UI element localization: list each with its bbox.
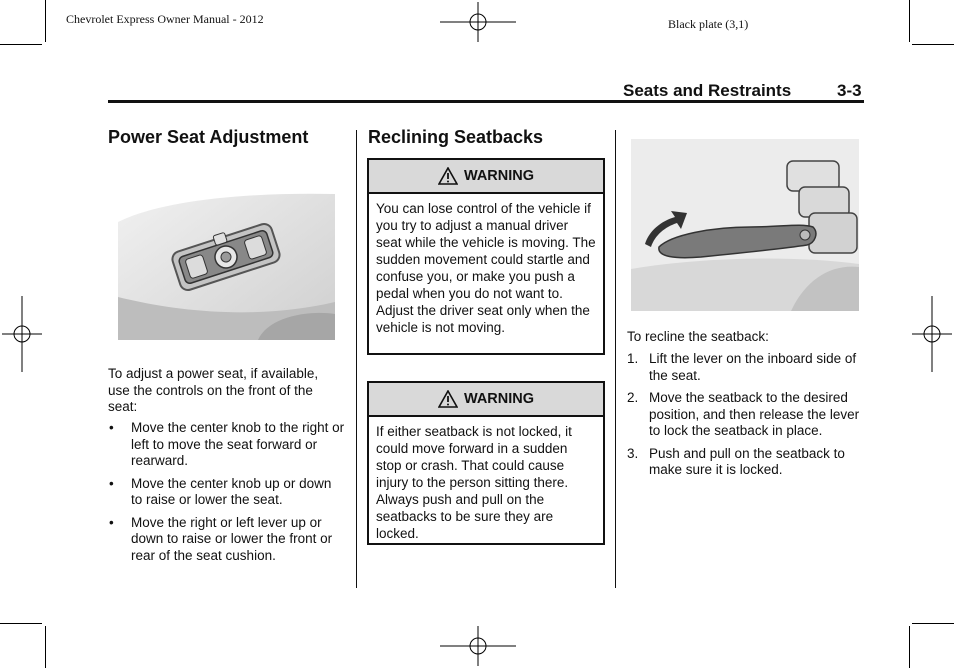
crop-mark <box>912 44 954 45</box>
header-rule <box>108 100 864 103</box>
warning-box <box>367 158 605 355</box>
power-seat-intro: To adjust a power seat, if available, use the controls on the front of the seat: <box>108 366 319 414</box>
list-item: • Move the center knob to the right or left to move the seat forward or rearward. <box>109 420 345 468</box>
registration-mark-icon <box>440 626 516 666</box>
crop-mark <box>909 626 910 668</box>
warning-triangle-icon <box>438 167 458 185</box>
seatback-lever-image <box>631 139 859 311</box>
reclining-seatbacks-title: Reclining Seatbacks <box>368 127 544 147</box>
crop-mark <box>912 623 954 624</box>
power-seat-bullet-list <box>109 420 345 570</box>
section-title: Seats and Restraints <box>623 81 792 100</box>
power-seat-title: Power Seat Adjustment <box>108 127 309 147</box>
bullet-icon: • <box>109 475 114 491</box>
warning-triangle-icon <box>438 390 458 408</box>
list-item: 3. Push and pull on the seatback to make sure it is locked. <box>627 445 845 477</box>
step-number: 1. <box>627 351 639 366</box>
warning-box <box>367 381 605 545</box>
manual-title: Chevrolet Express Owner Manual - 2012 <box>66 12 264 26</box>
list-item: • Move the right or left lever up or down to raise or lower the front or rear of the seat cushion. <box>109 514 333 563</box>
bullet-icon: • <box>109 514 114 530</box>
column-divider <box>615 130 616 588</box>
crop-mark <box>45 0 46 42</box>
step-number: 3. <box>627 445 639 461</box>
step-number: 2. <box>627 390 639 405</box>
crop-mark <box>0 44 42 45</box>
registration-mark-icon <box>912 296 952 372</box>
power-seat-control-image <box>118 182 335 340</box>
list-item: 2. Move the seatback to the desired position, and then release the lever to lock the seatback in place. <box>627 390 860 438</box>
warning-header <box>369 160 603 194</box>
registration-mark-icon <box>2 296 42 372</box>
crop-mark <box>0 623 42 624</box>
warning-text: You can lose control of the vehicle if you try to adjust a manual driver seat while the vehicle is moving. The sudden movement could startle and confuse you, or make you push a pedal when you do not want to. Adjust the driver seat only when the vehicle is not moving. <box>376 201 596 335</box>
warning-header <box>369 383 603 417</box>
list-item: • Move the center knob up or down to raise or lower the seat. <box>109 475 332 507</box>
crop-mark <box>45 626 46 668</box>
warning-label: WARNING <box>463 168 535 184</box>
registration-mark-icon <box>440 2 516 42</box>
recline-steps-list <box>627 351 867 485</box>
bullet-icon: • <box>109 420 114 435</box>
plate-label: Black plate (3,1) <box>668 17 749 31</box>
warning-text: If either seatback is not locked, it could move forward in a sudden stop or crash. That could cause injury to the person sitting there. Always push and pull on the seatbacks to be sure they are locked. <box>376 424 572 541</box>
column-divider <box>356 130 357 588</box>
crop-mark <box>909 0 910 42</box>
recline-intro: To recline the seatback: <box>627 329 769 344</box>
list-item: 1. Lift the lever on the inboard side of the seat. <box>627 351 857 383</box>
page-number: 3-3 <box>837 81 862 100</box>
warning-label: WARNING <box>463 391 535 407</box>
